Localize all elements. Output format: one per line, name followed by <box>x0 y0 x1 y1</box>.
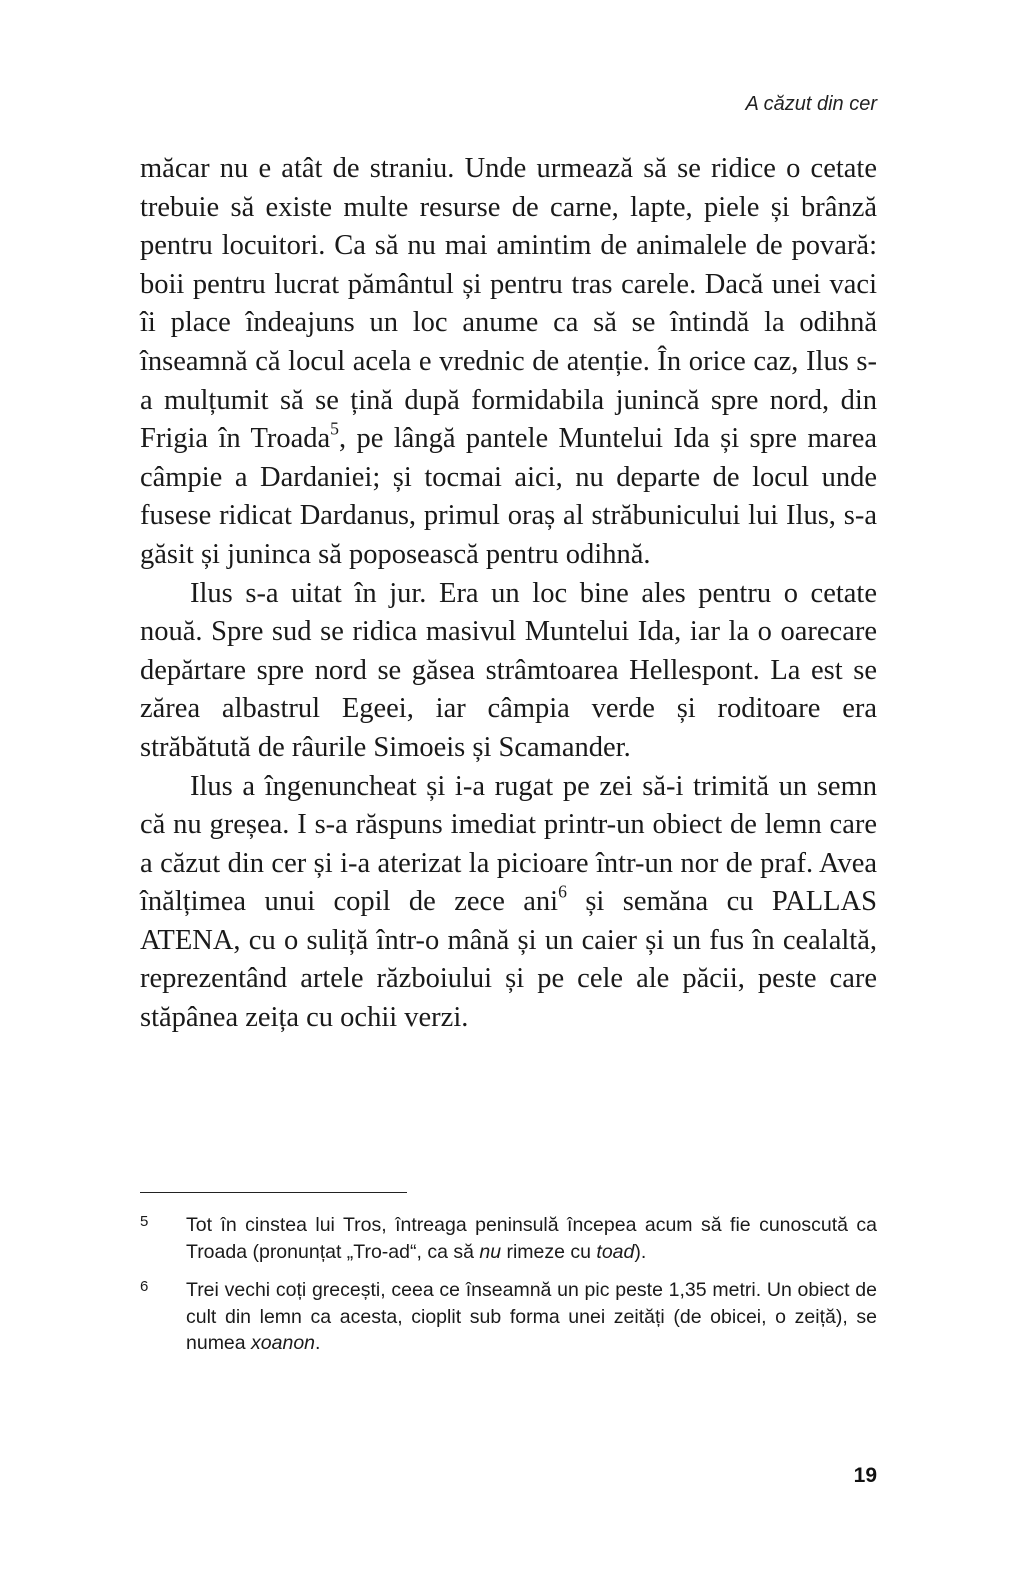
paragraph-1-text-a: măcar nu e atât de straniu. Unde urmează să se ridice o cetate trebuie să existe multe resurse de carne, lapte, piele și brânză pentru locuitori. Ca să nu mai amintim de animalele de povară: boii pentru lucrat pământul și pentru tras carele. Dacă unei vaci îi place îndeajuns un loc anume ca să se întindă la odihnă înseamnă că locul acela e vrednic de atenție. În orice caz, Ilus s-a mulțumit să se țină după formidabila junincă spre nord, din Frigia în Troada <box>140 153 877 455</box>
footnote-emphasis: nu <box>479 1240 502 1263</box>
paragraph-3-text-a: Ilus a îngenuncheat și i-a rugat pe zei să-i trimită un semn că nu greșea. I s-a răspuns imediat printr-un obiect de lemn care a căzut din cer și i-a aterizat la picioare într-un nor de praf. Avea înălțimea unui copil de zece ani <box>140 770 877 918</box>
footnote-ref-5[interactable]: 5 <box>330 418 339 439</box>
footnote-emphasis: toad <box>596 1240 635 1263</box>
footnote-emphasis: xoanon <box>251 1332 316 1354</box>
paragraph-2: Ilus s-a uitat în jur. Era un loc bine ales pentru o cetate nouă. Spre sud se ridica masivul Muntelui Ida, iar la o oarecare depărtare spre nord se găsea strâmtoarea Hellespont. La est se zărea albastrul Egeei, iar câmpia verde și roditoare era străbătută de râurile Simoeis și Scamander. <box>140 577 877 763</box>
footnote-divider <box>140 1192 407 1193</box>
footnotes <box>140 1212 877 1369</box>
footnote-text-part: Trei vechi coți grecești, ceea ce înseamnă un pic peste 1,35 metri. Un obiect de cult din lemn ca acesta, cioplit sub forma unei zeități (de obicei, o zeiță), se numea <box>186 1279 877 1354</box>
footnote-text <box>186 1277 877 1357</box>
paragraph-1 <box>140 150 877 575</box>
footnote-text-part: Tot în cinstea lui Tros, întreaga peninsulă începea acum să fie cunoscută ca Troada (pronunțat „Tro-ad“, ca să <box>186 1214 877 1263</box>
footnote-ref-6[interactable]: 6 <box>558 881 567 902</box>
footnote-text-part: . <box>315 1332 321 1354</box>
footnote-number: 6 <box>140 1278 149 1295</box>
page-number: 19 <box>853 1464 877 1487</box>
footnote-5 <box>140 1212 877 1265</box>
paragraph-1-text-b: , pe lângă pantele Muntelui Ida și spre marea câmpie a Dardaniei; și tocmai aici, nu departe de locul unde fusese ridicat Dardanus, primul oraș al străbunicului lui Ilus, s-a găsit și juninca să poposească pentru odihnă. <box>140 423 877 570</box>
footnote-text-part: rimeze cu <box>501 1240 597 1263</box>
footnote-6 <box>140 1277 877 1357</box>
running-head: A căzut din cer <box>745 93 877 115</box>
footnote-text-part: ). <box>634 1240 647 1263</box>
footnote-text <box>186 1212 877 1265</box>
paragraph-3-text-b: și semăna cu PALLAS ATENA, cu o suliță într-o mână și un caier și un fus în cealaltă, reprezentând artele războiului și pe cele ale păcii, peste care stăpânea zeița cu ochii verzi. <box>140 886 877 1034</box>
body-text <box>140 150 877 1038</box>
footnote-number: 5 <box>140 1213 149 1230</box>
paragraph-3 <box>140 768 877 1038</box>
